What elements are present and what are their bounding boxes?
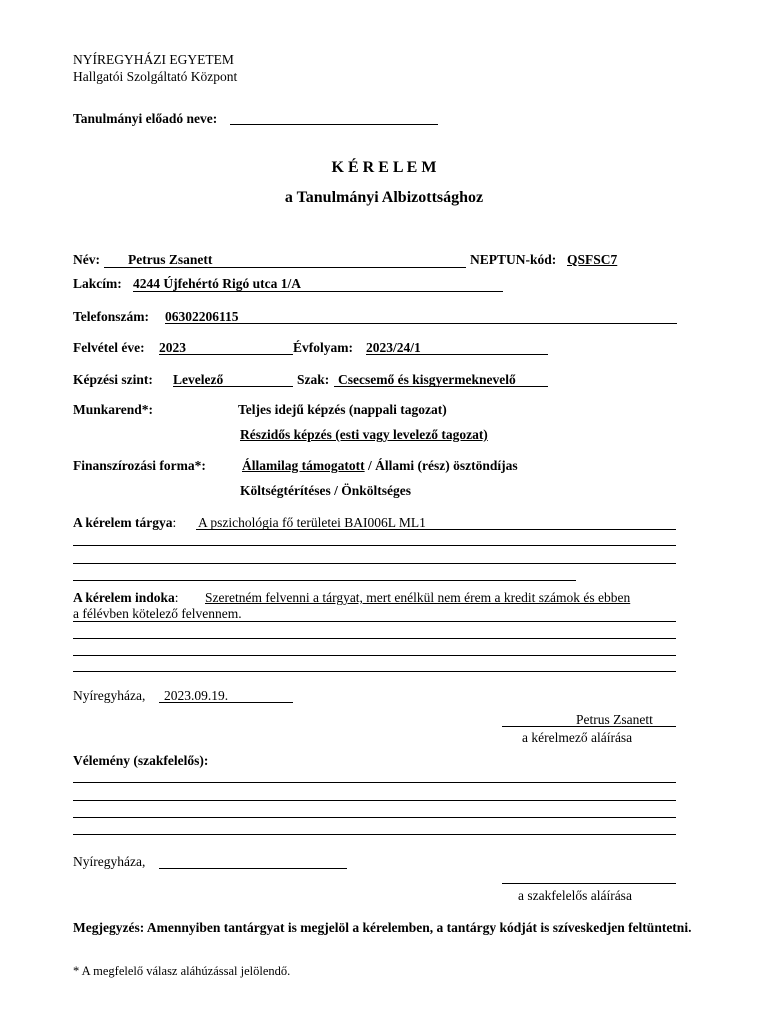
financing-option-self-funded[interactable]: Költségtérítéses / Önköltséges [240,483,411,498]
reason-blank-line-3[interactable] [73,671,676,672]
financing-label: Finanszírozási forma*: [73,458,206,473]
financing-options-line1 [242,459,518,473]
major-label: Szak: [297,372,330,387]
date-place: Nyíregyháza, [73,688,146,703]
advisor-label: Tanulmányi előadó neve: [73,111,218,126]
note-text: Amennyiben tantárgyat is megjelöl a kérelemben, a tantárgy kódját is szíveskedjen feltüntetni. [146,920,692,935]
reason-colon: : [174,590,179,605]
supervisor-signature-line[interactable] [502,883,676,884]
note-paragraph [73,920,694,936]
opinion-line-2[interactable] [73,800,676,801]
schedule-option-fulltime[interactable]: Teljes idejű képzés (nappali tagozat) [238,402,447,417]
opinion-line-4[interactable] [73,834,676,835]
level-value: Levelező [173,372,224,387]
advisor-field[interactable] [230,124,438,125]
subject-blank-line-2[interactable] [73,563,676,564]
name-field-line[interactable] [104,267,466,268]
date-value: 2023.09.19. [164,688,229,703]
reason-text-line1: Szeretném felvenni a tárgyat, mert enélkül nem érem a kredit számok és ebben [205,590,631,605]
subject-colon: : [172,515,177,530]
phone-value: 06302206115 [165,309,239,324]
university-name: NYÍREGYHÁZI EGYETEM [73,52,234,67]
subject-blank-line-1[interactable] [73,545,676,546]
subject-blank-line-3[interactable] [73,580,576,581]
address-value: 4244 Újfehértó Rigó utca 1/A [133,276,301,291]
reason-blank-line-1[interactable] [73,638,676,639]
page-subtitle: a Tanulmányi Albizottsághoz [284,189,484,206]
opinion-line-1[interactable] [73,782,676,783]
name-label: Név: [73,252,100,267]
footnote: * A megfelelő válasz aláhúzással jelölendő. [73,964,291,978]
subject-line [73,516,176,530]
reason-label: A kérelem indoka [73,590,175,605]
reason-label-line [73,591,179,605]
applicant-signature-caption: a kérelmező aláírása [522,730,633,745]
major-value: Csecsemő és kisgyermeknevelő [338,372,516,387]
supervisor-signature-caption: a szakfelelős aláírása [518,888,632,903]
applicant-signature-name: Petrus Zsanett [576,712,653,727]
schedule-label: Munkarend*: [73,402,154,417]
subject-value: A pszichológia fő területei BAI006L ML1 [198,515,426,530]
phone-field-line[interactable] [165,323,677,324]
neptun-value: QSFSC7 [567,252,618,267]
reason-text-line2: a félévben kötelező felvennem. [73,606,242,621]
date2-field-line[interactable] [159,868,347,869]
note-label: Megjegyzés: [73,920,145,935]
admission-year-value: 2023 [159,340,186,355]
level-label: Képzési szint: [73,372,153,387]
opinion-line-3[interactable] [73,817,676,818]
phone-label: Telefonszám: [73,309,149,324]
reason-blank-line-2[interactable] [73,655,676,656]
neptun-label: NEPTUN-kód: [470,252,557,267]
name-value: Petrus Zsanett [128,252,213,267]
admission-year-label: Felvétel éve: [73,340,145,355]
page-title: K É R E L E M [331,159,437,176]
schedule-option-parttime[interactable]: Részidős képzés (esti vagy levelező tagozat) [240,427,488,442]
grade-label: Évfolyam: [293,340,353,355]
grade-value: 2023/24/1 [366,340,421,355]
financing-option-state-funded[interactable]: Államilag támogatott [242,458,365,473]
address-field-line[interactable] [133,291,503,292]
financing-option-scholarship[interactable]: / Állami (rész) ösztöndíjas [364,458,518,473]
address-label: Lakcím: [73,276,122,291]
date2-place: Nyíregyháza, [73,854,146,869]
subject-label: A kérelem tárgya [73,515,173,530]
office-name: Hallgatói Szolgáltató Központ [73,69,238,84]
reason-line-2[interactable] [73,621,676,622]
opinion-label: Vélemény (szakfelelős): [73,753,209,768]
